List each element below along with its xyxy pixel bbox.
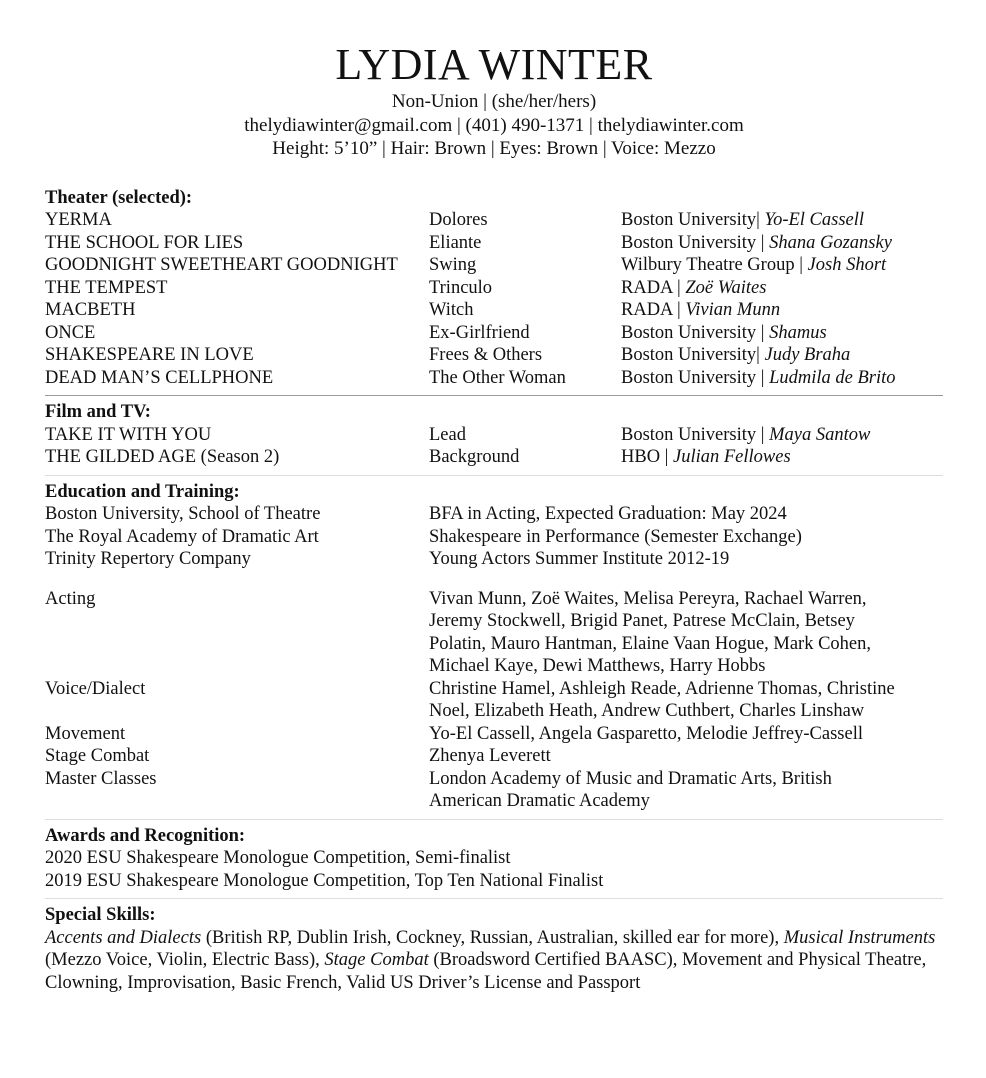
instructor-line: Noel, Elizabeth Heath, Andrew Cuthbert, Charles Linshaw <box>429 701 865 721</box>
credit-company: RADA | <box>621 277 681 298</box>
credit-director: Shamus <box>769 322 827 343</box>
credit-director: Josh Short <box>807 255 887 275</box>
credit-company-director <box>621 254 943 277</box>
training-instructors <box>429 768 943 813</box>
education-list <box>45 503 943 571</box>
skill-label-accents: Accents and Dialects <box>45 927 202 948</box>
credit-director: Zoë Waites <box>685 277 767 298</box>
film-credits <box>45 424 943 469</box>
credit-company: Boston University | <box>621 322 765 343</box>
credit-director: Ludmila de Brito <box>769 367 896 388</box>
training-row <box>45 745 943 768</box>
training-row <box>45 768 943 813</box>
credit-company: RADA | <box>621 300 681 320</box>
contact-info: thelydiawinter@gmail.com | (401) 490-1371 | thelydiawinter.com <box>244 114 744 136</box>
instructor-line: London Academy of Music and Dramatic Arts, British <box>429 768 832 789</box>
training-row <box>45 678 943 723</box>
credit-company-director <box>621 322 943 345</box>
credit-company-director <box>621 232 943 255</box>
award-item: 2020 ESU Shakespeare Monologue Competition, Semi-finalist <box>45 848 511 868</box>
credit-row <box>45 277 943 300</box>
program-name: Shakespeare in Performance (Semester Exchange) <box>429 526 802 547</box>
instructor-line: American Dramatic Academy <box>429 791 650 811</box>
training-category: Acting <box>45 588 96 609</box>
credit-row <box>45 424 943 447</box>
section-title-skills: Special Skills: <box>45 905 156 925</box>
credit-title: YERMA <box>45 210 112 230</box>
section-title-awards: Awards and Recognition: <box>45 825 246 846</box>
special-skills-text <box>45 927 943 995</box>
awards-list <box>45 847 943 892</box>
credit-title: MACBETH <box>45 300 136 320</box>
program-name: Young Actors Summer Institute 2012-19 <box>429 549 730 569</box>
credit-row <box>45 344 943 367</box>
credit-company: Boston University| <box>621 210 760 230</box>
section-title-film: Film and TV: <box>45 402 151 422</box>
section-title-theater: Theater (selected): <box>45 187 193 208</box>
education-row <box>45 548 943 571</box>
instructor-line: Jeremy Stockwell, Brigid Panet, Patrese McClain, Betsey <box>429 611 855 631</box>
credit-director: Maya Santow <box>769 424 871 445</box>
program-name: BFA in Acting, Expected Graduation: May 2024 <box>429 504 787 524</box>
credit-role: Swing <box>429 255 477 275</box>
skill-detail-other: (Broadsword Certified BAASC), Movement and Physical Theatre, Clowning, Improvisation, Basic French, Valid US Driver’s License and Passport <box>45 950 927 993</box>
instructor-line: Christine Hamel, Ashleigh Reade, Adrienne Thomas, Christine <box>429 678 895 699</box>
training-instructors <box>429 745 943 768</box>
education-row <box>45 526 943 549</box>
credit-director: Shana Gozansky <box>769 232 892 253</box>
credit-company-director <box>621 209 943 232</box>
credit-director: Yo-El Cassell <box>764 210 865 230</box>
credit-company: Boston University| <box>621 345 760 365</box>
credit-company: Boston University | <box>621 367 765 388</box>
credit-row <box>45 232 943 255</box>
credit-company: Wilbury Theatre Group | <box>621 255 803 275</box>
credit-company: Boston University | <box>621 232 765 253</box>
credit-company-director <box>621 367 943 390</box>
credit-director: Vivian Munn <box>685 300 781 320</box>
credit-role: Lead <box>429 424 466 445</box>
credit-role: Eliante <box>429 232 482 253</box>
school-name: The Royal Academy of Dramatic Art <box>45 526 319 547</box>
training-row <box>45 588 943 678</box>
credit-title: DEAD MAN’S CELLPHONE <box>45 367 274 388</box>
credit-row <box>45 446 943 469</box>
credit-role: Witch <box>429 300 474 320</box>
skill-detail-instruments: (Mezzo Voice, Violin, Electric Bass), <box>45 950 325 970</box>
theater-credits <box>45 209 943 389</box>
school-name: Boston University, School of Theatre <box>45 504 321 524</box>
actor-name: LYDIA WINTER <box>335 40 653 89</box>
credit-role: The Other Woman <box>429 367 566 388</box>
education-section <box>45 481 943 813</box>
credit-role: Frees & Others <box>429 345 543 365</box>
awards-section <box>45 825 943 893</box>
training-instructors <box>429 678 943 723</box>
film-section <box>45 401 943 469</box>
credit-company: Boston University | <box>621 424 765 445</box>
credit-title: TAKE IT WITH YOU <box>45 424 212 445</box>
credit-company-director <box>621 277 943 300</box>
credit-company-director <box>621 446 943 469</box>
credit-row <box>45 254 943 277</box>
credit-title: THE TEMPEST <box>45 277 168 298</box>
training-category: Movement <box>45 723 126 744</box>
instructor-line: Yo-El Cassell, Angela Gasparetto, Melodie Jeffrey-Cassell <box>429 723 863 744</box>
instructor-line: Zhenya Leverett <box>429 746 551 766</box>
credit-row <box>45 299 943 322</box>
skill-detail-accents: (British RP, Dublin Irish, Cockney, Russian, Australian, skilled ear for more), <box>201 927 784 948</box>
credit-role: Trinculo <box>429 277 493 298</box>
training-category: Voice/Dialect <box>45 678 146 699</box>
skill-label-instruments: Musical Instruments <box>783 927 936 948</box>
credit-company: HBO | <box>621 447 669 467</box>
union-status: Non-Union | (she/her/hers) <box>391 91 597 112</box>
credit-role: Background <box>429 447 520 467</box>
resume-page <box>45 40 943 994</box>
training-list <box>45 588 943 813</box>
credit-company-director <box>621 344 943 367</box>
credit-row <box>45 367 943 390</box>
credit-director: Julian Fellowes <box>673 447 791 467</box>
credit-role: Ex-Girlfriend <box>429 322 530 343</box>
award-item: 2019 ESU Shakespeare Monologue Competition, Top Ten National Finalist <box>45 870 604 891</box>
credit-director: Judy Braha <box>764 345 851 365</box>
school-name: Trinity Repertory Company <box>45 549 251 569</box>
credit-title: ONCE <box>45 322 96 343</box>
skills-section <box>45 904 943 994</box>
instructor-line: Polatin, Mauro Hantman, Elaine Vaan Hogue, Mark Cohen, <box>429 633 872 654</box>
theater-section <box>45 187 943 390</box>
credit-row <box>45 209 943 232</box>
physical-stats: Height: 5’10” | Hair: Brown | Eyes: Brown | Voice: Mezzo <box>272 138 716 159</box>
skill-label-combat: Stage Combat <box>324 950 429 970</box>
credit-title: GOODNIGHT SWEETHEART GOODNIGHT <box>45 255 398 275</box>
training-category: Master Classes <box>45 768 157 789</box>
resume-header <box>45 40 943 161</box>
training-instructors <box>429 588 943 678</box>
credit-company-director <box>621 299 943 322</box>
training-category: Stage Combat <box>45 746 150 766</box>
credit-title: THE GILDED AGE (Season 2) <box>45 447 280 467</box>
credit-title: THE SCHOOL FOR LIES <box>45 232 244 253</box>
credit-role: Dolores <box>429 210 488 230</box>
credit-title: SHAKESPEARE IN LOVE <box>45 345 254 365</box>
education-row <box>45 503 943 526</box>
section-title-education: Education and Training: <box>45 481 240 502</box>
instructor-line: Vivan Munn, Zoë Waites, Melisa Pereyra, Rachael Warren, <box>429 588 867 609</box>
training-instructors <box>429 723 943 746</box>
instructor-line: Michael Kaye, Dewi Matthews, Harry Hobbs <box>429 656 766 676</box>
credit-row <box>45 322 943 345</box>
credit-company-director <box>621 424 943 447</box>
training-row <box>45 723 943 746</box>
